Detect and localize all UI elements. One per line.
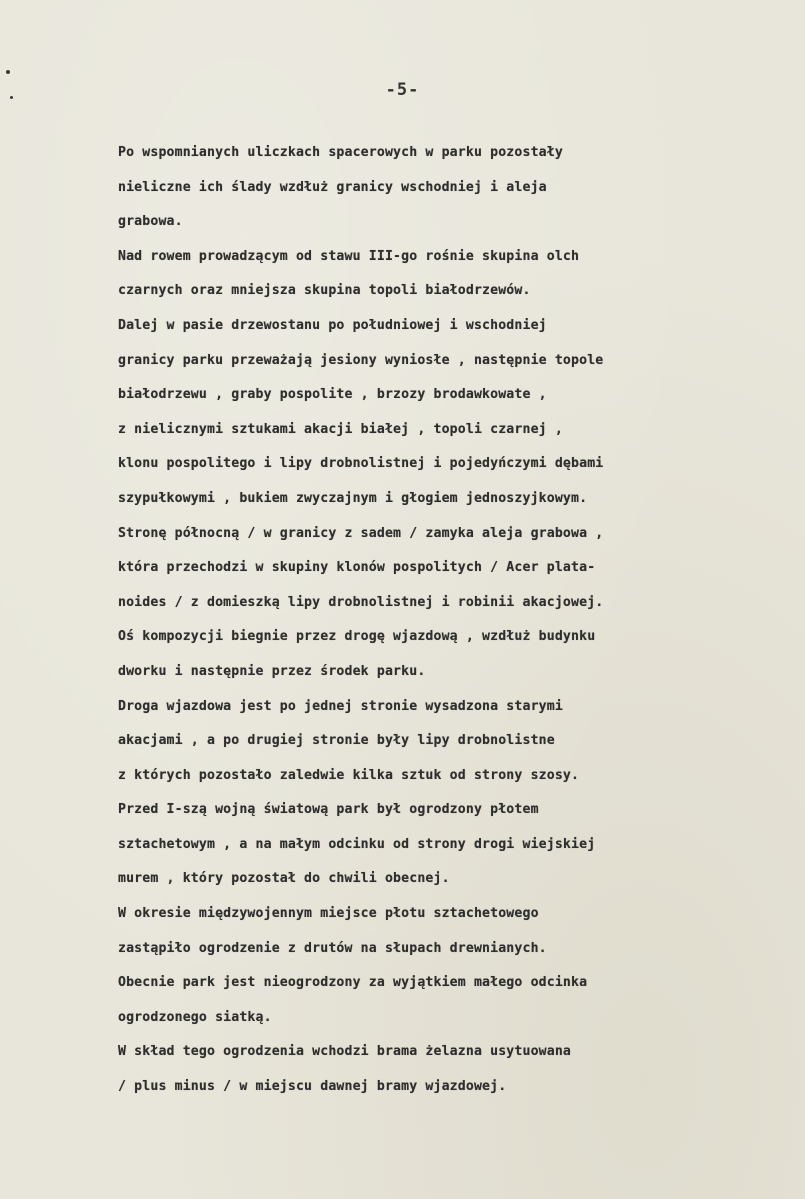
text-line: Przed I-szą wojną światową park był ogrodzony płotem <box>118 802 539 818</box>
text-line: noides / z domieszką lipy drobnolistnej i robinii akacjowej. <box>118 594 604 610</box>
text-line: Obecnie park jest nieogrodzony za wyjątkiem małego odcinka <box>118 975 588 991</box>
text-line: grabowa. <box>118 214 183 230</box>
text-line: z nielicznymi sztukami akacji białej , topoli czarnej , <box>118 421 563 437</box>
text-line: sztachetowym , a na małym odcinku od strony drogi wiejskiej <box>118 836 596 852</box>
text-line: Oś kompozycji biegnie przez drogę wjazdową , wzdłuż budynku <box>118 629 596 645</box>
typed-text-body <box>118 136 758 1105</box>
text-line: murem , który pozostał do chwili obecnej. <box>118 871 450 887</box>
text-line: granicy parku przeważają jesiony wyniosłe , następnie topole <box>118 352 604 368</box>
text-line: ogrodzonego siatką. <box>118 1009 272 1025</box>
margin-mark <box>6 70 10 74</box>
text-line: Stronę północną / w granicy z sadem / zamyka aleja grabowa , <box>118 525 604 541</box>
text-line: czarnych oraz mniejsza skupina topoli białodrzewów. <box>118 283 531 299</box>
text-line: Dalej w pasie drzewostanu po południowej i wschodniej <box>118 317 547 333</box>
text-line: która przechodzi w skupiny klonów pospolitych / Acer plata- <box>118 560 596 576</box>
text-line: klonu pospolitego i lipy drobnolistnej i pojedyńczymi dębami <box>118 456 604 472</box>
text-line: szypułkowymi , bukiem zwyczajnym i głogiem jednoszyjkowym. <box>118 490 588 506</box>
text-line: Nad rowem prowadzącym od stawu III-go rośnie skupina olch <box>118 248 580 264</box>
text-line: W okresie międzywojennym miejsce płotu sztachetowego <box>118 906 539 922</box>
text-line: białodrzewu , graby pospolite , brzozy brodawkowate , <box>118 387 547 403</box>
text-line: Droga wjazdowa jest po jednej stronie wysadzona starymi <box>118 698 563 714</box>
text-line: akacjami , a po drugiej stronie były lipy drobnolistne <box>118 733 555 749</box>
text-line: dworku i następnie przez środek parku. <box>118 663 426 679</box>
text-line: Po wspomnianych uliczkach spacerowych w parku pozostały <box>118 145 563 160</box>
text-line: W skład tego ogrodzenia wchodzi brama żelazna usytuowana <box>118 1044 572 1060</box>
text-line: / plus minus / w miejscu dawnej bramy wjazdowej. <box>118 1079 507 1095</box>
page-number: -5- <box>385 80 420 100</box>
text-line: zastąpiło ogrodzenie z drutów na słupach drewnianych. <box>118 940 547 956</box>
text-line: z których pozostało zaledwie kilka sztuk od strony szosy. <box>118 767 580 783</box>
text-line: nieliczne ich ślady wzdłuż granicy wschodniej i aleja <box>118 179 547 195</box>
